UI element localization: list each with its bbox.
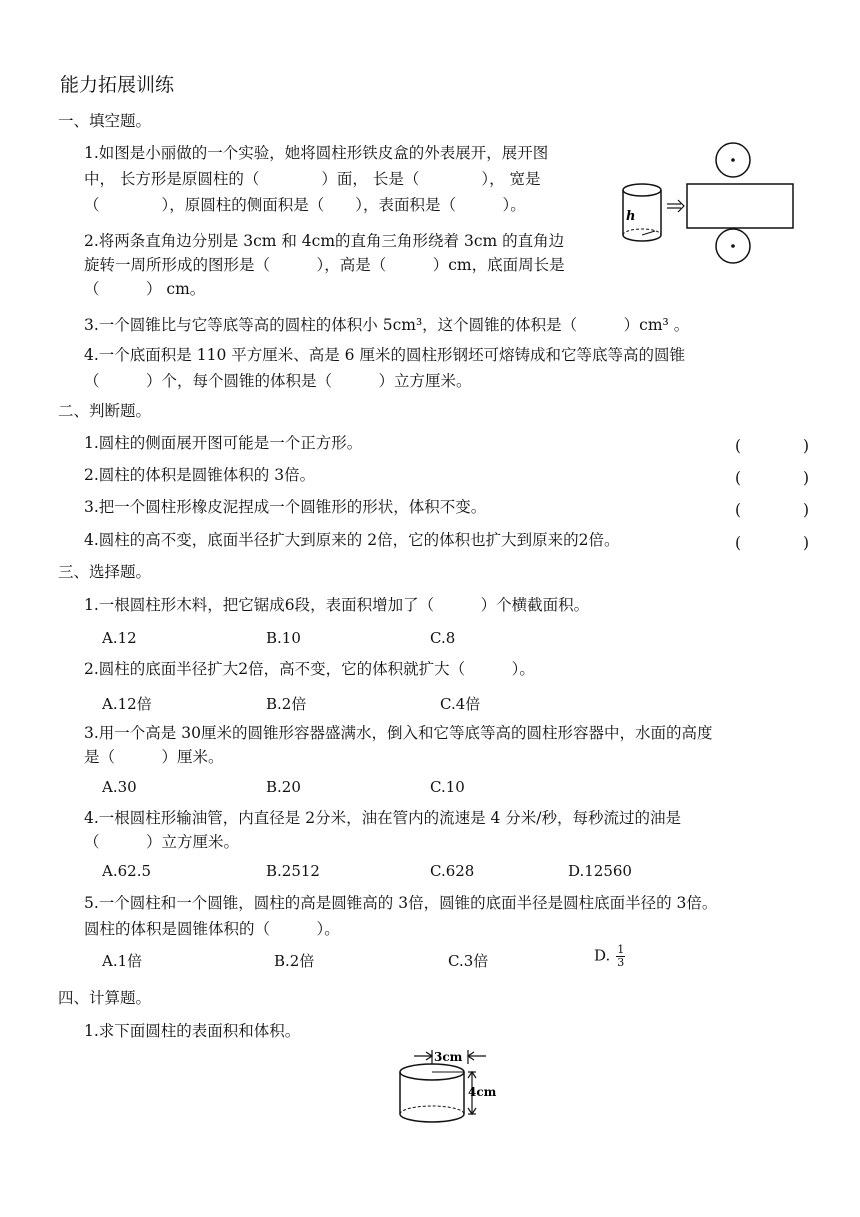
section-fill-heading: 一、填空题。 xyxy=(58,112,152,130)
choice-q3-option-b[interactable]: B.20 xyxy=(266,778,301,796)
judge-item-4: 4.圆柱的高不变，底面半径扩大到原来的 2倍，它的体积也扩大到原来的2倍。 xyxy=(84,531,620,549)
judge-answer-1[interactable]: ( ) xyxy=(735,437,810,455)
judge-item-3: 3.把一个圆柱形橡皮泥捏成一个圆锥形的形状，体积不变。 xyxy=(84,498,487,516)
choice-q5-option-a[interactable]: A.1倍 xyxy=(102,952,143,970)
judge-answer-3[interactable]: ( ) xyxy=(735,501,810,519)
page-title: 能力拓展训练 xyxy=(60,74,175,96)
one-third-fraction: $\frac{1}{3}$ xyxy=(617,943,625,970)
fill-q1-line3: （ ），原圆柱的侧面积是（ ），表面积是（ ）。 xyxy=(84,196,526,214)
fill-q1-line2: 中， 长方形是原圆柱的（ ）面， 长是（ ）， 宽是 xyxy=(84,170,541,188)
radius-label: 3cm xyxy=(434,1050,463,1064)
judge-item-2: 2.圆柱的体积是圆锥体积的 3倍。 xyxy=(84,466,316,484)
choice-q2-option-a[interactable]: A.12倍 xyxy=(102,695,152,713)
choice-q1-option-a[interactable]: A.12 xyxy=(102,629,137,647)
cylinder-net-figure xyxy=(615,140,805,280)
choice-q3-line1: 3.用一个高是 30厘米的圆锥形容器盛满水，倒入和它等底等高的圆柱形容器中，水面的高度 xyxy=(84,724,713,742)
height-label: 4cm xyxy=(468,1085,497,1099)
choice-q4-line2: （ ）立方厘米。 xyxy=(84,833,240,851)
section-calc-heading: 四、计算题。 xyxy=(58,989,152,1007)
cylinder-dimension-figure xyxy=(396,1046,506,1128)
calc-q1: 1.求下面圆柱的表面积和体积。 xyxy=(84,1022,301,1040)
choice-q3-option-a[interactable]: A.30 xyxy=(102,778,137,796)
judge-item-1: 1.圆柱的侧面展开图可能是一个正方形。 xyxy=(84,434,363,452)
judge-answer-2[interactable]: ( ) xyxy=(735,469,810,487)
choice-q1-option-c[interactable]: C.8 xyxy=(430,629,456,647)
choice-q2-option-b[interactable]: B.2倍 xyxy=(266,695,307,713)
choice-q4-line1: 4.一根圆柱形输油管，内直径是 2分米，油在管内的流速是 4 分米/秒，每秒流过的油是 xyxy=(84,809,682,827)
section-choice-heading: 三、选择题。 xyxy=(58,563,152,581)
choice-q5-line2: 圆柱的体积是圆锥体积的（ ）。 xyxy=(84,920,340,938)
choice-q5-option-c[interactable]: C.3倍 xyxy=(448,952,489,970)
fill-q1-line1: 1.如图是小丽做的一个实验，她将圆柱形铁皮盒的外表展开，展开图 xyxy=(84,144,549,162)
fill-q4-line1: 4.一个底面积是 110 平方厘米、高是 6 厘米的圆柱形钢坯可熔铸成和它等底等高的圆锥 xyxy=(84,346,685,364)
choice-q5-line1: 5.一个圆柱和一个圆锥，圆柱的高是圆锥高的 3倍，圆锥的底面半径是圆柱底面半径的 3倍。 xyxy=(84,894,718,912)
fill-q2-line2: 旋转一周所形成的图形是（ ），高是（ ）cm，底面周长是 xyxy=(84,256,565,274)
fill-q2-line1: 2.将两条直角边分别是 3cm 和 4cm的直角三角形绕着 3cm 的直角边 xyxy=(84,232,565,250)
judge-answer-4[interactable]: ( ) xyxy=(735,534,810,552)
choice-q5-option-d-letter: D. xyxy=(594,946,611,965)
fill-q4-line2: （ ）个，每个圆锥的体积是（ ）立方厘米。 xyxy=(84,372,472,390)
fill-q3: 3.一个圆锥比与它等底等高的圆柱的体积小 5cm³，这个圆锥的体积是（ ）cm³ 。 xyxy=(84,316,690,334)
choice-q5-option-d[interactable] xyxy=(594,944,625,969)
choice-q2-option-c[interactable]: C.4倍 xyxy=(440,695,481,713)
choice-q5-option-b[interactable]: B.2倍 xyxy=(274,952,315,970)
fill-q2-line3: （ ） cm。 xyxy=(84,280,206,298)
choice-q3-line2: 是（ ）厘米。 xyxy=(84,748,224,766)
choice-q4-option-c[interactable]: C.628 xyxy=(430,862,475,880)
section-judge-heading: 二、判断题。 xyxy=(58,402,152,420)
choice-q1-option-b[interactable]: B.10 xyxy=(266,629,301,647)
cylinder-height-label: h xyxy=(626,209,636,224)
choice-q4-option-b[interactable]: B.2512 xyxy=(266,862,320,880)
choice-q4-option-a[interactable]: A.62.5 xyxy=(102,862,151,880)
choice-q2: 2.圆柱的底面半径扩大2倍，高不变，它的体积就扩大（ ）。 xyxy=(84,660,535,678)
choice-q1: 1.一根圆柱形木料，把它锯成6段，表面积增加了（ ）个横截面积。 xyxy=(84,596,590,614)
choice-q4-option-d[interactable]: D.12560 xyxy=(568,862,632,880)
choice-q3-option-c[interactable]: C.10 xyxy=(430,778,465,796)
